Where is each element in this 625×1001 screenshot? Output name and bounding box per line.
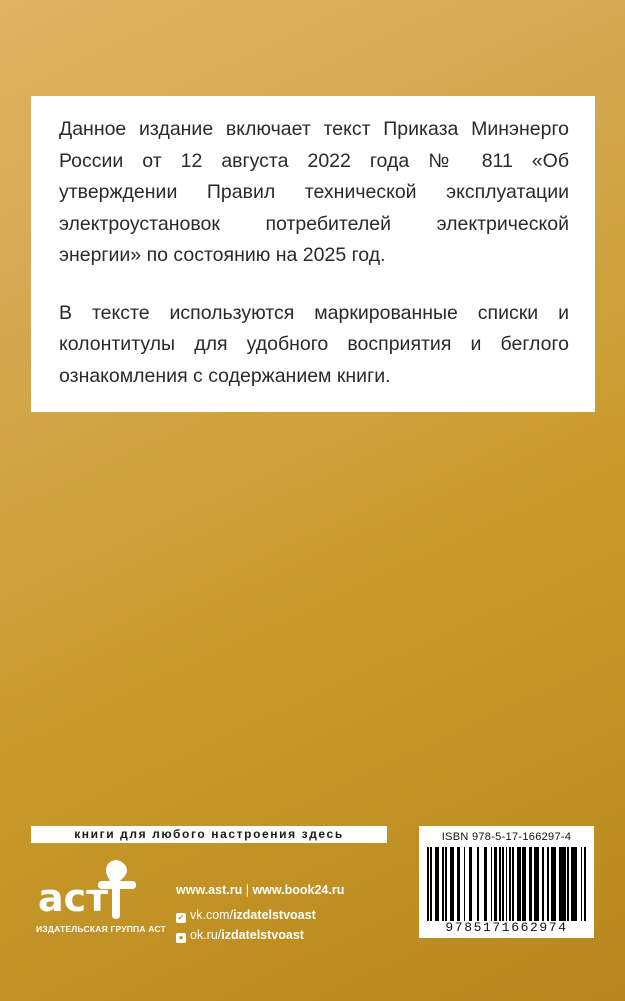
websites-row <box>176 880 344 900</box>
barcode-bar <box>559 847 566 921</box>
websites-separator: | <box>245 883 249 897</box>
website-book24-link[interactable]: www.book24.ru <box>252 883 345 897</box>
vk-prefix: vk.com/ <box>190 908 234 922</box>
vk-icon: ✓ <box>177 913 185 922</box>
description-paragraph-2: В тексте используются маркированные списки и колонтитулы для удобного восприятия и беглого ознакомления с содержанием книги. <box>59 301 569 387</box>
barcode-box <box>419 826 594 938</box>
isbn-text: ISBN 978-5-17-166297-4 <box>441 831 572 843</box>
description-paragraph-1: Данное издание включает текст Приказа Минэнерго России от 12 августа 2022 года № 811 «Об утверждении Правил технической эксплуатации электроустановок потребителей электрической энергии» по состоянию на 2025 год. <box>59 118 569 266</box>
ok-handle: izdatelstvoast <box>221 928 304 942</box>
vk-handle: izdatelstvoast <box>233 908 316 922</box>
barcode-number: 9785171662974 <box>445 920 568 935</box>
ast-logo-letters: аст <box>38 876 109 920</box>
contact-links <box>176 880 344 945</box>
barcode-bar <box>584 847 586 921</box>
ok-row[interactable] <box>176 925 344 945</box>
ok-prefix: ok.ru/ <box>190 928 222 942</box>
vk-row[interactable] <box>176 905 344 925</box>
ast-logo-mark <box>36 856 140 922</box>
description-box <box>31 96 595 412</box>
website-ast-link[interactable]: www.ast.ru <box>176 883 243 897</box>
odnoklassniki-icon: ● <box>176 933 186 943</box>
tagline-strip: книги для любого настроения здесь <box>31 826 387 843</box>
barcode-bar <box>571 847 578 921</box>
publisher-name: ИЗДАТЕЛЬСКАЯ ГРУППА АСТ <box>36 924 166 934</box>
barcode-bars <box>427 847 586 921</box>
